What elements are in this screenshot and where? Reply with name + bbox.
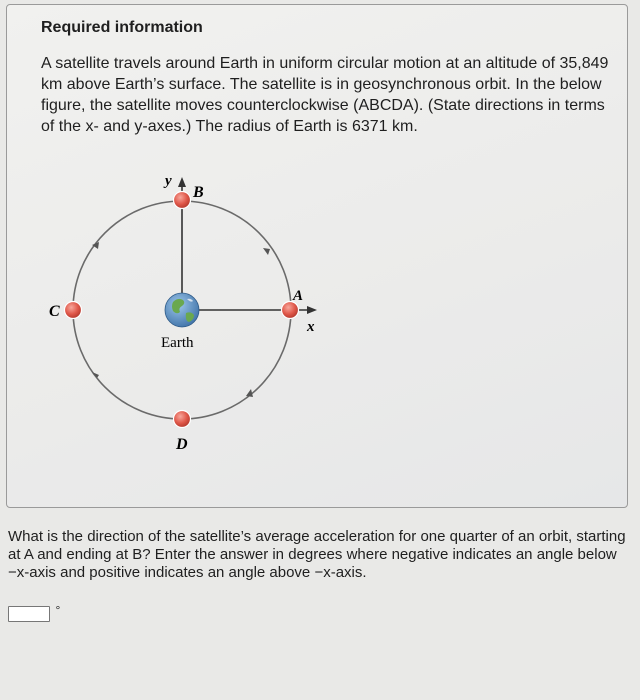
question-text: What is the direction of the satellite’s average acceleration for one quarter of an orbit, starting at A and ending at B? Enter the answer in degrees where negative indicates an angle below −x-axis and positive indicates an angle above −x-axis.	[8, 528, 626, 581]
info-body: A satellite travels around Earth in uniform circular motion at an altitude of 35,849 km above Earth’s surface. The satellite is in geosynchronous orbit. In the below figure, the satellite moves counterclockwise (ABCDA). (State directions in terms of the x- and y-axes.) The radius of Earth is 6371 km.	[41, 55, 609, 135]
label-a: A	[293, 288, 304, 304]
answer-input[interactable]	[8, 606, 50, 622]
orbit-arrow-ne	[263, 248, 270, 255]
label-d: D	[176, 436, 188, 453]
answer-row	[8, 603, 61, 626]
label-earth: Earth	[161, 335, 194, 351]
x-axis-arrow	[307, 306, 317, 314]
degree-unit: °	[55, 603, 61, 617]
label-x: x	[307, 319, 315, 335]
satellite-b-icon	[174, 192, 191, 209]
label-y: y	[165, 173, 172, 189]
satellite-d-icon	[174, 411, 191, 428]
satellite-a-icon	[282, 302, 299, 319]
earth-icon	[165, 293, 199, 327]
orbit-diagram	[37, 165, 357, 465]
label-b: B	[193, 184, 204, 201]
satellite-c-icon	[65, 302, 82, 319]
required-information-panel	[6, 4, 628, 508]
orbit-arrow-se	[246, 389, 253, 397]
label-c: C	[49, 303, 60, 320]
info-title: Required information	[41, 19, 203, 36]
y-axis-arrow	[178, 177, 186, 187]
